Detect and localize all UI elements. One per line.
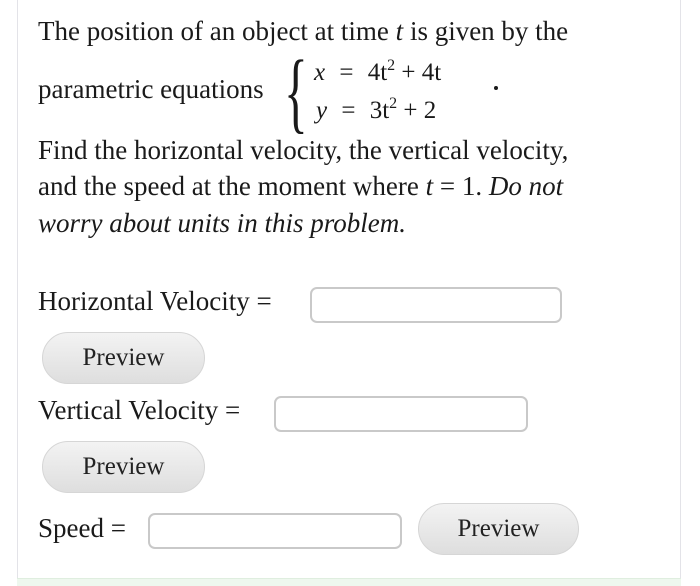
eq-rest: + 2 xyxy=(397,97,437,124)
horizontal-velocity-label: Horizontal Velocity = xyxy=(38,286,272,316)
speed-preview-button[interactable]: Preview xyxy=(418,503,579,555)
eq-exponent: 2 xyxy=(387,57,396,74)
problem-line-1 xyxy=(38,18,568,45)
equation-y xyxy=(316,95,437,124)
speed-label: Speed = xyxy=(38,513,126,543)
period-dot-icon xyxy=(494,86,498,90)
horizontal-preview-button[interactable]: Preview xyxy=(42,332,205,384)
time-variable: t xyxy=(425,171,434,201)
problem-text: is given by the xyxy=(403,16,569,46)
vertical-velocity-input[interactable] xyxy=(274,396,528,432)
eq-rhs: 4t xyxy=(367,59,388,86)
eq-lhs: y xyxy=(316,97,328,124)
eq-sign: = xyxy=(341,97,356,124)
eq-rest: + 4t xyxy=(395,59,442,86)
problem-text: and the speed at the moment where xyxy=(38,171,426,201)
emphasis-text: Do not xyxy=(488,171,564,201)
eq-rhs: 3t xyxy=(369,97,390,124)
problem-line-5: worry about units in this problem. xyxy=(38,208,407,238)
left-brace-icon: { xyxy=(284,43,308,142)
vertical-preview-button[interactable]: Preview xyxy=(42,441,205,493)
problem-text: = 1. xyxy=(433,171,489,201)
vertical-velocity-label: Vertical Velocity = xyxy=(38,395,241,425)
eq-exponent: 2 xyxy=(389,95,398,112)
problem-line-4 xyxy=(38,173,563,200)
speed-input[interactable] xyxy=(148,513,402,549)
time-variable: t xyxy=(395,16,404,46)
problem-text: The position of an object at time xyxy=(38,16,396,46)
equation-x xyxy=(314,57,442,86)
horizontal-velocity-input[interactable] xyxy=(310,287,562,323)
eq-sign: = xyxy=(339,59,354,86)
problem-line-2: parametric equations xyxy=(38,74,264,104)
problem-line-3: Find the horizontal velocity, the vertical velocity, xyxy=(38,135,569,165)
eq-lhs: x xyxy=(314,59,326,86)
